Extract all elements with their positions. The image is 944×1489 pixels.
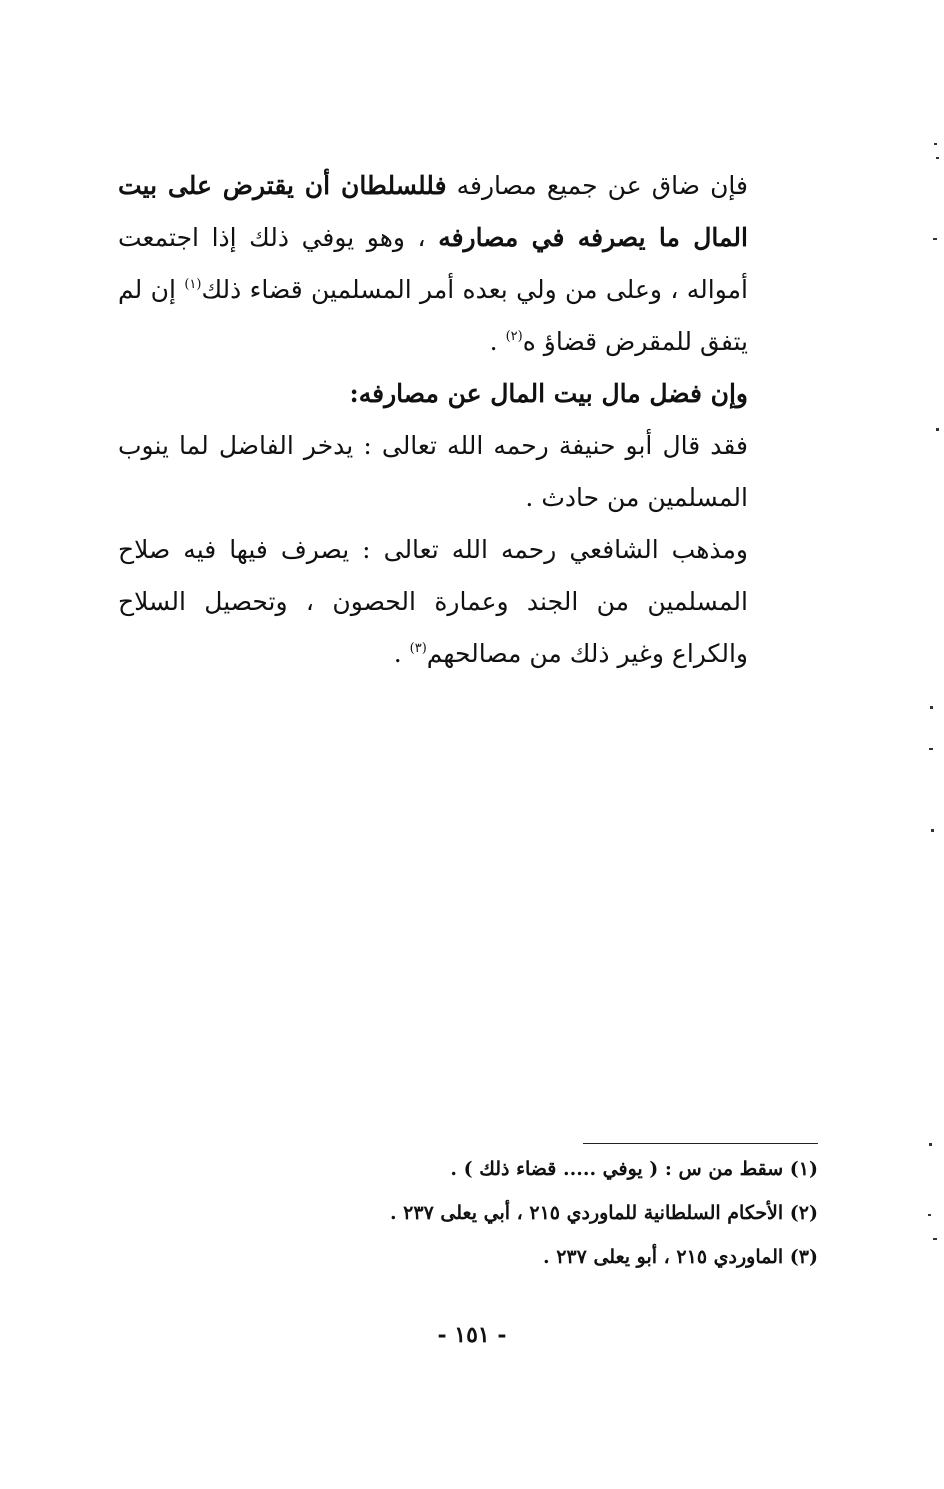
footnote-1: (١) سقط من س : ( يوفي ..... قضاء ذلك ) .	[450, 1158, 818, 1180]
paragraph-2: فقد قال أبو حنيفة رحمه الله تعالى : يدخر الفاضل لما ينوب المسلمين من حادث .	[118, 431, 748, 512]
scan-speck	[929, 1143, 932, 1146]
scan-speck	[930, 706, 933, 709]
scan-speck	[936, 428, 939, 431]
paragraph-3	[118, 524, 748, 680]
footnote-ref-1: (١)	[184, 277, 202, 292]
scan-speck	[929, 748, 933, 750]
paragraph-1-bold-part: فللسلطان أن يقترض على بيت المال ما يصرفه في مصارفه	[118, 171, 748, 252]
paragraph-3-end: .	[393, 639, 410, 668]
footnote-3: (٣) الماوردي ٢١٥ ، أبو يعلى ٢٣٧ .	[542, 1246, 818, 1268]
footnote-ref-2: (٢)	[505, 329, 523, 344]
paragraph-1	[118, 160, 748, 368]
footnote-2: (٢) الأحكام السلطانية للماوردي ٢١٥ ، أبي يعلى ٢٣٧ .	[389, 1202, 818, 1224]
footnote-separator-rule	[583, 1143, 818, 1144]
scan-speck	[933, 1238, 937, 1240]
section-heading: وإن فضل مال بيت المال عن مصارفه:	[349, 379, 748, 408]
page-number: - ١٥١ -	[437, 1322, 507, 1348]
paragraph-3-text: ومذهب الشافعي رحمه الله تعالى : يصرف فيها فيه صلاح المسلمين من الجند وعمارة الحصون ، وتحصيل السلاح والكراع وغير ذلك من مصالحهم	[118, 535, 748, 668]
main-text	[118, 160, 748, 680]
paragraph-1-end: .	[489, 327, 506, 356]
scan-speck	[931, 829, 934, 832]
scan-speck	[934, 143, 937, 145]
footnote-list	[300, 1147, 818, 1279]
scan-speck	[928, 1214, 931, 1216]
paragraph-1-part-a: فإن ضاق عن جميع مصارفه	[446, 171, 748, 200]
scan-speck	[936, 157, 939, 159]
scan-speck	[933, 238, 937, 240]
paragraph-1-part-c: ، وهو يوفي ذلك إذا اجتمعت أمواله ، وعلى من ولي بعده أمر المسلمين قضاء ذلك	[118, 223, 748, 304]
footnote-ref-3: (٣)	[409, 641, 427, 656]
paragraph-1-part-d: إن لم يتفق للمقرض قضاؤ ه	[118, 275, 748, 356]
